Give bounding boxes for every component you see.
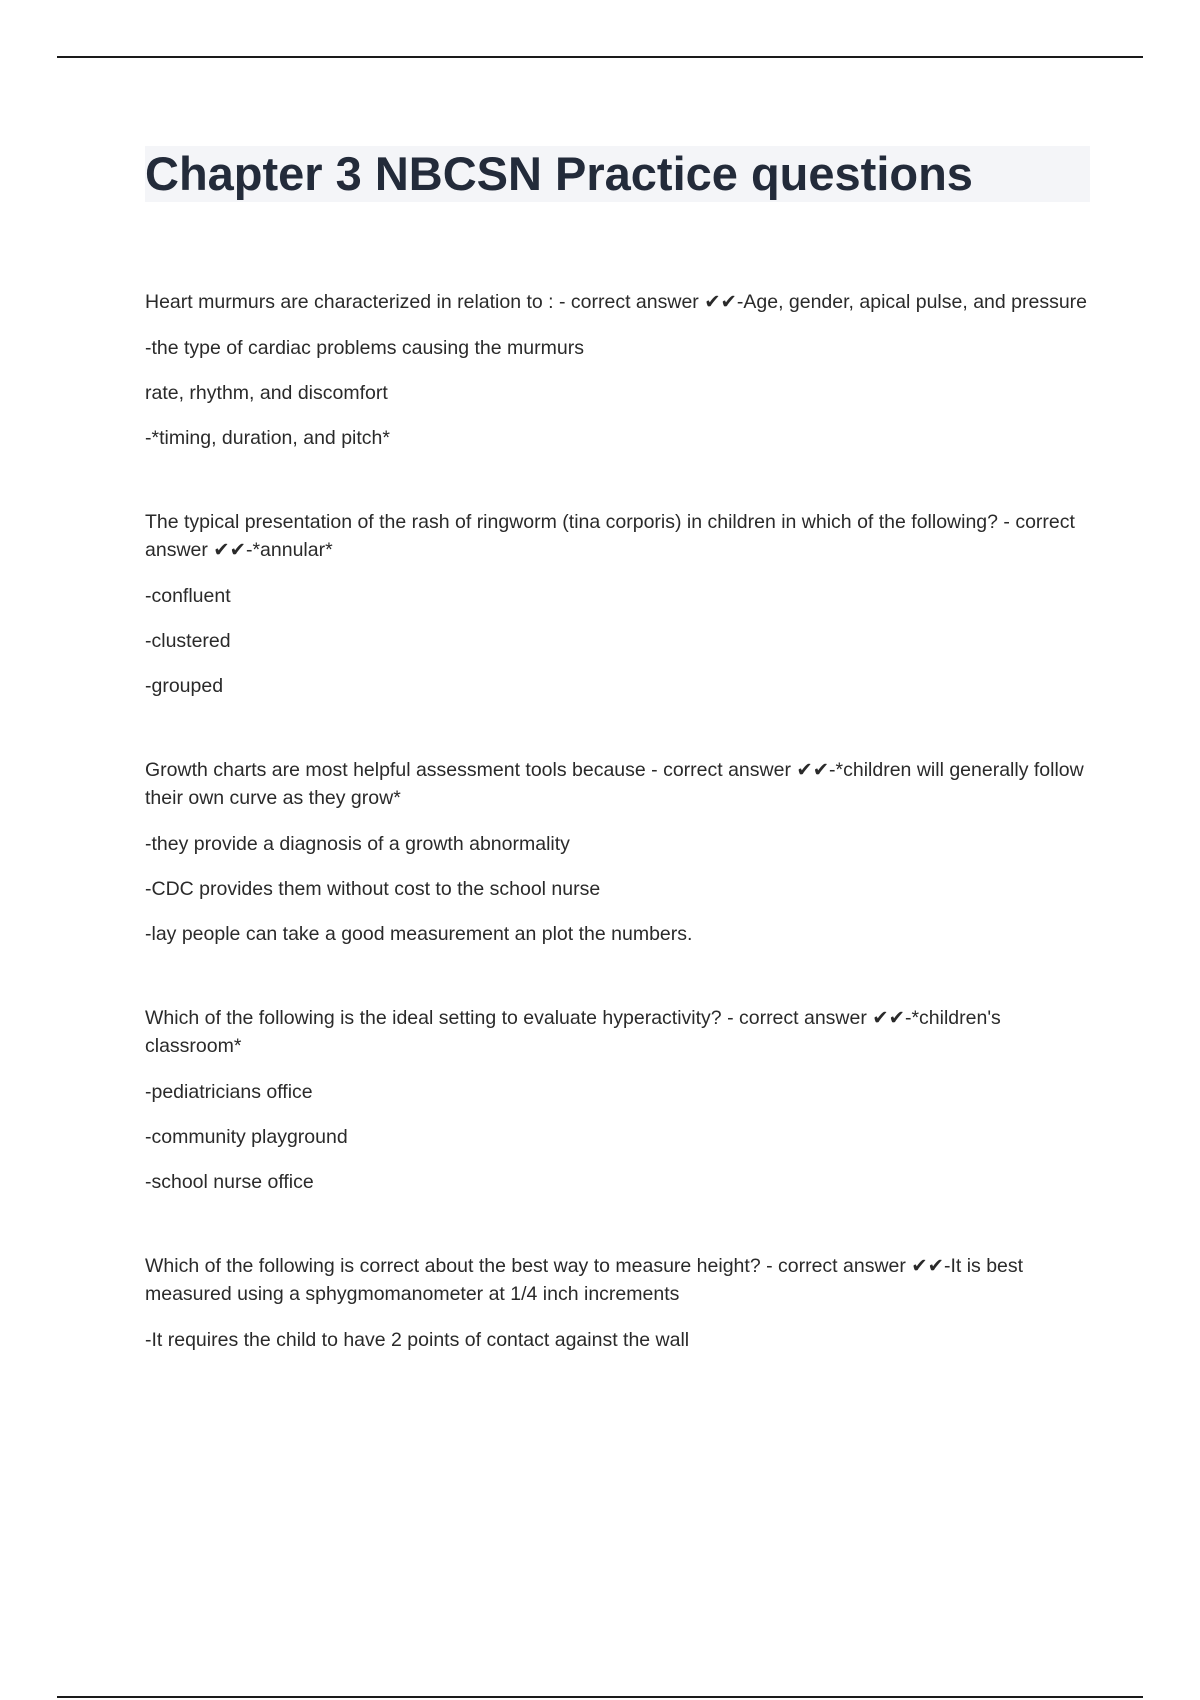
answer-option: -pediatricians office bbox=[145, 1081, 313, 1103]
answer-option: -CDC provides them without cost to the school nurse bbox=[145, 878, 601, 900]
question-block bbox=[145, 288, 1090, 452]
answer-option: -grouped bbox=[145, 675, 224, 697]
question-text: Heart murmurs are characterized in relation to : - correct answer ✔✔-Age, gender, apical pulse, and pressure bbox=[145, 291, 1088, 313]
answer-option: -community playground bbox=[145, 1126, 348, 1148]
question-text: Growth charts are most helpful assessment tools because - correct answer ✔✔-*children will generally follow their own curve as they grow* bbox=[145, 759, 1084, 809]
answer-option: -they provide a diagnosis of a growth abnormality bbox=[145, 833, 570, 855]
question-text: Which of the following is the ideal setting to evaluate hyperactivity? - correct answer ✔✔-*children's classroom* bbox=[145, 1007, 1001, 1057]
answer-option: -school nurse office bbox=[145, 1171, 314, 1193]
answer-option: -It requires the child to have 2 points of contact against the wall bbox=[145, 1329, 690, 1351]
document-title: Chapter 3 NBCSN Practice questions bbox=[145, 146, 1090, 202]
question-block bbox=[145, 1252, 1090, 1354]
answer-option: -the type of cardiac problems causing the murmurs bbox=[145, 337, 584, 359]
answer-option: -clustered bbox=[145, 630, 231, 652]
answer-option: -lay people can take a good measurement an plot the numbers. bbox=[145, 923, 693, 945]
question-block bbox=[145, 756, 1090, 948]
question-list bbox=[145, 288, 1090, 1354]
answer-option: -*timing, duration, and pitch* bbox=[145, 427, 390, 449]
answer-option: -confluent bbox=[145, 585, 231, 607]
question-text: Which of the following is correct about the best way to measure height? - correct answer ✔✔-It is best measured using a sphygmomanometer at 1/4 inch increments bbox=[145, 1255, 1024, 1305]
document-body bbox=[145, 146, 1090, 1410]
question-block bbox=[145, 1004, 1090, 1196]
footer-rule bbox=[57, 1696, 1143, 1698]
header-rule bbox=[57, 56, 1143, 58]
question-text: The typical presentation of the rash of ringworm (tina corporis) in children in which of the following? - correct answer ✔✔-*annular* bbox=[145, 511, 1075, 561]
question-block bbox=[145, 508, 1090, 700]
answer-option: rate, rhythm, and discomfort bbox=[145, 382, 388, 404]
